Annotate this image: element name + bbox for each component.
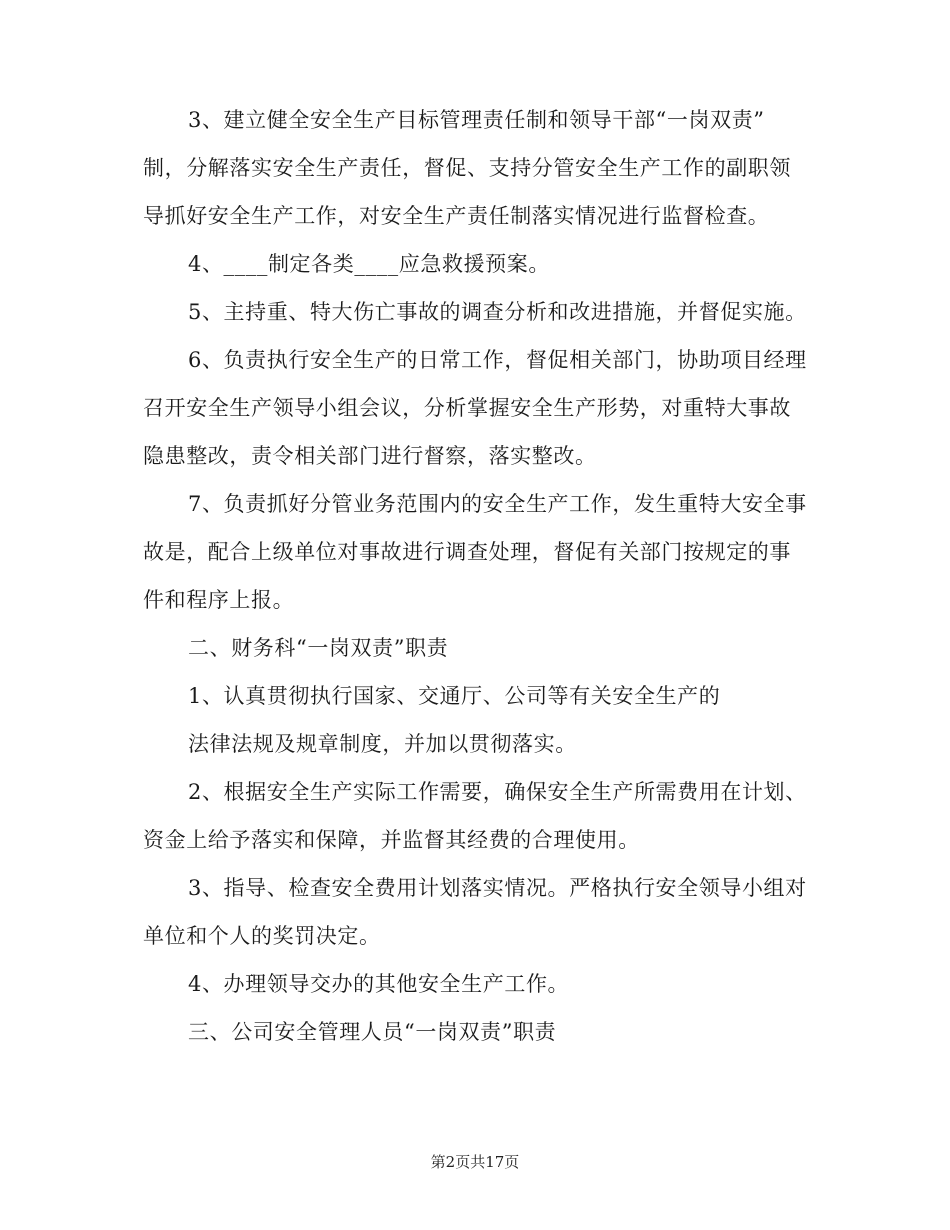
text-line: 隐患整改，责令相关部门进行督察，落实整改。	[143, 444, 597, 468]
text-line: 件和程序上报。	[143, 588, 295, 612]
text-line: 导抓好安全生产工作，对安全生产责任制落实情况进行监督检查。	[143, 204, 770, 228]
text-line: 2、根据安全生产实际工作需要，确保安全生产所需费用在计划、	[188, 780, 807, 804]
text-line: 单位和个人的奖罚决定。	[143, 924, 381, 948]
text-line: 故是，配合上级单位对事故进行调查处理，督促有关部门按规定的事	[143, 540, 791, 564]
text-line: 法律法规及规章制度，并加以贯彻落实。	[188, 732, 577, 756]
text-line: 制，分解落实安全生产责任，督促、支持分管安全生产工作的副职领	[143, 156, 791, 180]
text-line: 召开安全生产领导小组会议，分析掌握安全生产形势，对重特大事故	[143, 396, 791, 420]
text-line: 3、指导、检查安全费用计划落实情况。严格执行安全领导小组对	[188, 876, 807, 900]
text-line: 5、主持重、特大伤亡事故的调查分析和改进措施，并督促实施。	[188, 300, 807, 324]
text-line: 1、认真贯彻执行国家、交通厅、公司等有关安全生产的	[188, 684, 721, 708]
page-number: 第2页共17页	[430, 1153, 520, 1171]
text-line: 资金上给予落实和保障，并监督其经费的合理使用。	[143, 828, 640, 852]
text-line: 6、负责执行安全生产的日常工作，督促相关部门，协助项目经理	[188, 348, 807, 372]
section-heading: 二、财务科“一岗双责”职责	[188, 636, 449, 660]
text-line: 7、负责抓好分管业务范围内的安全生产工作，发生重特大安全事	[188, 492, 807, 516]
text-line: 4、办理领导交办的其他安全生产工作。	[188, 972, 570, 996]
text-line: 3、建立健全安全生产目标管理责任制和领导干部“一岗双责”	[188, 108, 765, 132]
section-heading: 三、公司安全管理人员“一岗双责”职责	[188, 1020, 557, 1044]
text-line: 4、____制定各类____应急救援预案。	[188, 252, 550, 276]
